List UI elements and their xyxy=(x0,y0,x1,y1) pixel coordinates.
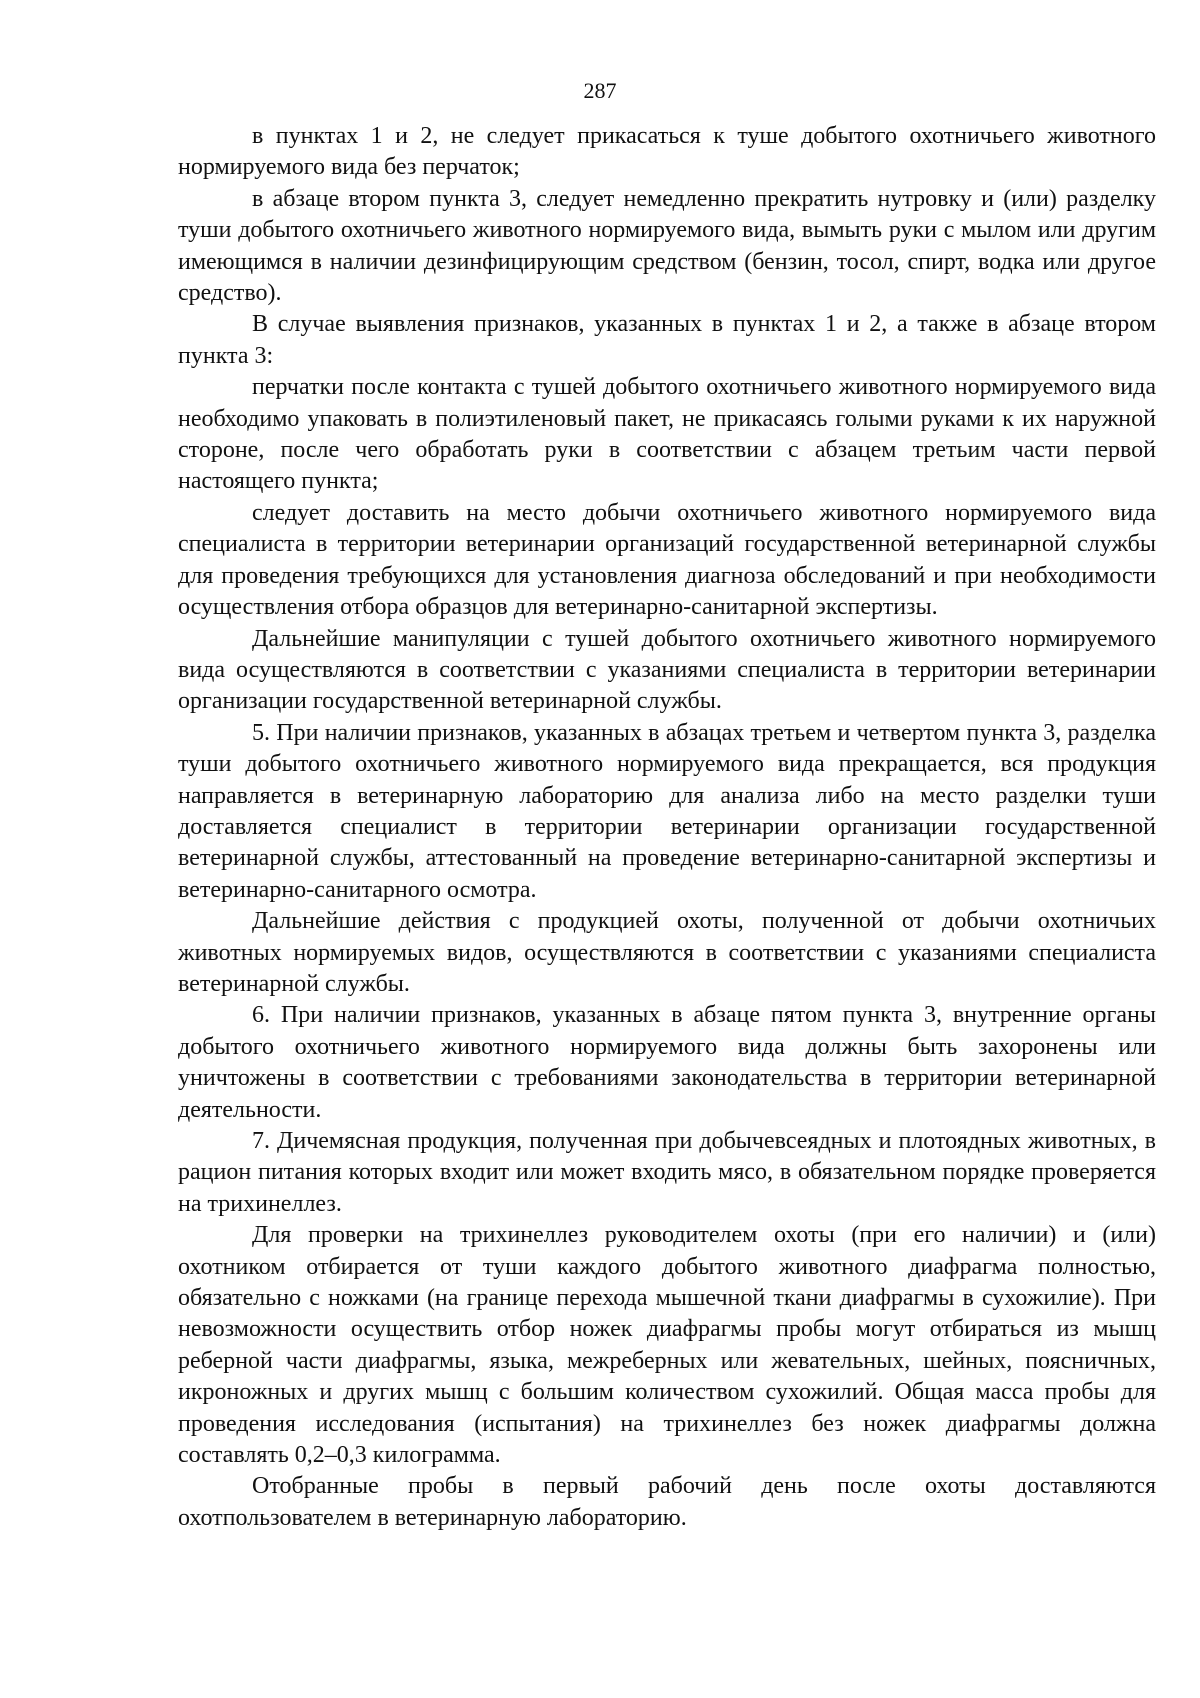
paragraph-1: в пунктах 1 и 2, не следует прикасаться к туше добытого охотничьего животного нормируемого вида без перчаток; xyxy=(178,123,1156,181)
document-body xyxy=(178,121,1156,1534)
paragraph-3: В случае выявления признаков, указанных в пунктах 1 и 2, а также в абзаце втором пункта 3: xyxy=(178,311,1156,369)
paragraph-7: 5. При наличии признаков, указанных в абзацах третьем и четвертом пункта 3, разделка туши добытого охотничьего животного нормируемого вида прекращается, вся продукция направляется в ветеринарную лабораторию для анализа либо на место разделки туши доставляется специалист в территории ветеринарии организации государственной ветеринарной службы, аттестованный на проведение ветеринарно-санитарной экспертизы и ветеринарно-санитарного осмотра. xyxy=(178,719,1156,903)
paragraph-8: Дальнейшие действия с продукцией охоты, полученной от добычи охотничьих животных нормируемых видов, осуществляются в соответствии с указаниями специалиста ветеринарной службы. xyxy=(178,908,1156,997)
paragraph-12: Отобранные пробы в первый рабочий день после охоты доставляются охотпользователем в ветеринарную лабораторию. xyxy=(178,1473,1156,1531)
paragraph-6: Дальнейшие манипуляции с тушей добытого охотничьего животного нормируемого вида осуществляются в соответствии с указаниями специалиста в территории ветеринарии организации государственной ветеринарной службы. xyxy=(178,625,1156,715)
paragraph-9: 6. При наличии признаков, указанных в абзаце пятом пункта 3, внутренние органы добытого охотничьего животного нормируемого вида должны быть захоронены или уничтожены в соответствии с требованиями законодательства в территории ветеринарной деятельности. xyxy=(178,1002,1156,1123)
paragraph-10: 7. Дичемясная продукция, полученная при добычевсеядных и плотоядных животных, в рацион питания которых входит или может входить мясо, в обязательном порядке проверяется на трихинеллез. xyxy=(178,1128,1156,1217)
paragraph-4: перчатки после контакта с тушей добытого охотничьего животного нормируемого вида необходимо упаковать в полиэтиленовый пакет, не прикасаясь голыми руками к их наружной стороне, после чего обработать руки в соответствии с абзацем третьим части первой настоящего пункта; xyxy=(178,374,1156,495)
page-number: 287 xyxy=(583,78,617,103)
paragraph-5: следует доставить на место добычи охотничьего животного нормируемого вида специалиста в территории ветеринарии организаций государственной ветеринарной службы для проведения требующихся для установления диагноза обследований и при необходимости осуществления отбора образцов для ветеринарно-санитарной экспертизы. xyxy=(178,499,1156,621)
paragraph-11: Для проверки на трихинеллез руководителем охоты (при его наличии) и (или) охотником отбирается от туши каждого добытого животного диафрагма полностью, обязательно с ножками (на границе перехода мышечной ткани диафрагмы в сухожилие). При невозможности осуществить отбор ножек диафрагмы пробы могут отбираться из мышц реберной части диафрагмы, языка, межреберных или жевательных, шейных, поясничных, икроножных и других мышц с большим количеством сухожилий. Общая масса пробы для проведения исследования (испытания) на трихинеллез без ножек диафрагмы должна составлять 0,2–0,3 килограмма. xyxy=(178,1222,1156,1469)
paragraph-2: в абзаце втором пункта 3, следует немедленно прекратить нутровку и (или) разделку туши добытого охотничьего животного нормируемого вида, вымыть руки с мылом или другим имеющимся в наличии дезинфицирующим средством (бензин, тосол, спирт, водка или другое средство). xyxy=(178,185,1156,307)
